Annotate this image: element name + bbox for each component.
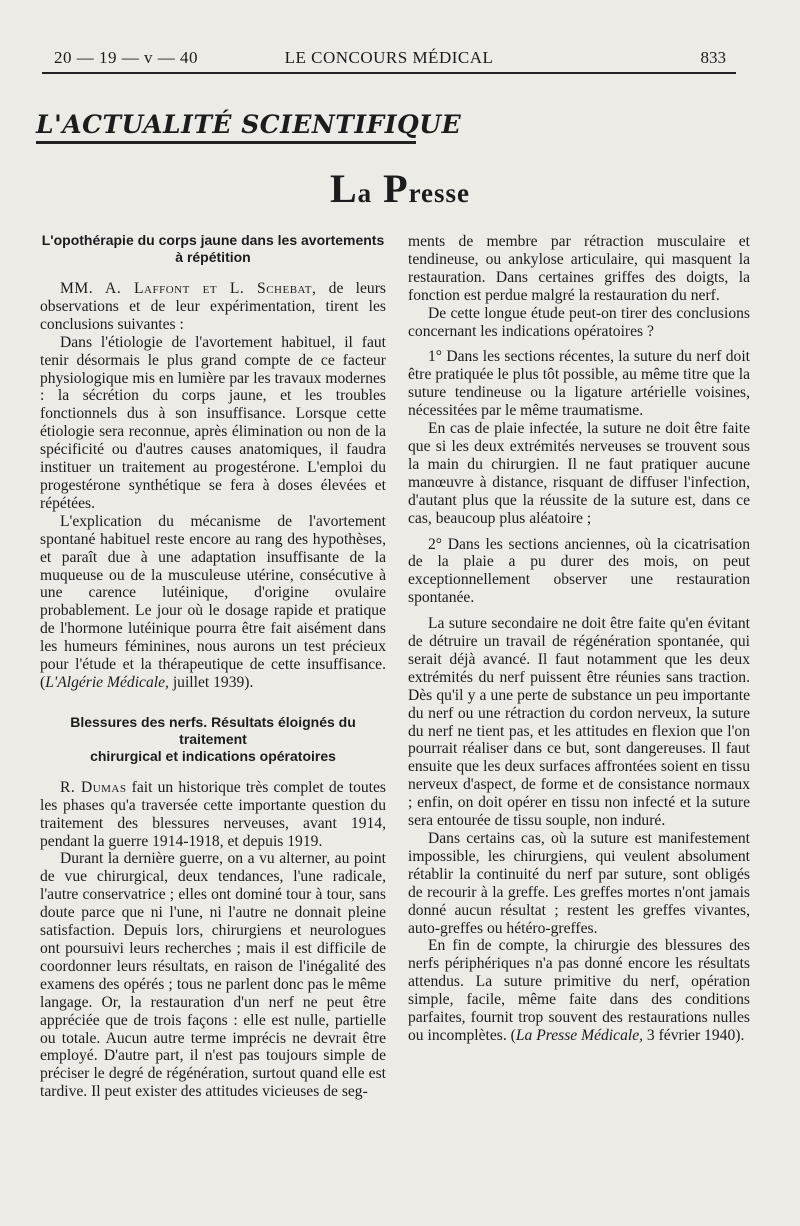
article-1-paragraph-1-text: de leurs observations et de leur expérimentation, tirent les conclusions suivantes : xyxy=(40,280,386,333)
article-2-point-2: 2° Dans les sections anciennes, où la cicatrisation de la plaie a pu durer des mois, on peut exceptionnellement observer une restauration spontanée. xyxy=(408,535,750,607)
press-title xyxy=(0,165,800,212)
running-header xyxy=(42,44,736,70)
article-2-paragraph-1 xyxy=(40,779,386,851)
article-1-paragraph-1 xyxy=(40,280,386,334)
article-1-citation-date: juillet 1939). xyxy=(168,673,254,691)
right-column xyxy=(408,233,750,1045)
article-2-title xyxy=(40,714,386,765)
issue-date: 20 — 19 — v — 40 xyxy=(54,48,198,67)
article-2-point-1: 1° Dans les sections récentes, la suture du nerf doit être pratiquée le plus tôt possible, au même titre que la suture tendineuse ou la ligature artérielle voisines, nécessitées par le même traumatisme. xyxy=(408,348,750,420)
article-1-title xyxy=(40,232,386,266)
article-2-conclusion-text: En fin de compte, la chirurgie des blessures des nerfs périphériques n'a pas donné encore les résultats attendus. La suture primitive du nerf, opération simple, facile, même faite dans des conditions parfaites, fournit trop souvent des restaurations nulles ou incomplètes. ( xyxy=(408,937,750,1044)
press-title-a: a xyxy=(357,178,373,208)
article-1-authors: MM. A. Laffont et L. Schebat, xyxy=(60,280,317,297)
article-1-paragraph-3-text: L'explication du mécanisme de l'avortement spontané habituel reste encore au rang des hypothèses, et paraît due à une adaptation insuffisante de la muqueuse ou de la musculeuse utérine, consécutive à une carence lutéinique, d'origine ovulaire probablement. Le jour où le dosage rapide et pratique de l'hormone lutéinique pourra être fait aisément dans les humeurs féminines, nous aurons un test précieux pour l'étude et la thérapeutique de cette insuffisance. ( xyxy=(40,512,386,691)
header-rule xyxy=(42,72,736,74)
press-title-initial-p: P xyxy=(383,166,409,211)
article-2-author: R. Dumas xyxy=(60,778,127,796)
article-1-paragraph-3 xyxy=(40,513,386,692)
article-2-title-line-1: Blessures des nerfs. Résultats éloignés du traitement xyxy=(70,713,356,747)
journal-name: LE CONCOURS MÉDICAL xyxy=(284,48,494,67)
article-1-title-line-2: à répétition xyxy=(175,249,251,265)
press-title-initial-l: L xyxy=(329,166,358,211)
article-2-title-line-2: chirurgical et indications opératoires xyxy=(90,747,336,764)
article-1-title-line-1: L'opothérapie du corps jaune dans les avortements xyxy=(41,232,385,248)
article-2-conclusion xyxy=(408,937,750,1044)
article-2-continued-paragraph: ments de membre par rétraction musculaire et tendineuse, ou ankylose articulaire, qui masquent la restauration. Dans certaines griffes des doigts, la fonction est perdue malgré la restauration du nerf. xyxy=(408,233,750,304)
article-2-paragraph-1-text: fait un historique très complet de toutes les phases qu'a traversée cette importante question du traitement des blessures nerveuses, avant 1914, pendant la guerre 1914-1918, et depuis 1919. xyxy=(40,778,386,850)
page-number: 833 xyxy=(700,48,726,67)
article-1-citation: L'Algérie Médicale, xyxy=(45,673,169,691)
article-2-question: De cette longue étude peut-on tirer des conclusions concernant les indications opératoires ? xyxy=(408,304,750,340)
article-2-paragraph-2: Durant la dernière guerre, on a vu alterner, au point de vue chirurgical, deux tendances, l'une radicale, l'autre conservatrice ; elles ont dominé tour à tour, sans doute parce que ni l'une, ni l'autre ne donnait pleine satisfaction. Depuis lors, chirurgiens et neurologues ont poursuivi leurs recherches ; mais il est difficile de coordonner leurs résultats, en raison de l'inégalité des examens des opérés ; tous ne parlent donc pas le même langage. Or, la restauration d'un nerf ne peut être appréciée que de trois façons : elle est nulle, partielle ou totale. Aucun autre terme imprécis ne devrait être employé. D'autre part, il n'est pas toujours simple de préciser le degré de régénération, surtout quand elle est tardive. Il peut exister des attitudes vicieuses de seg- xyxy=(40,850,386,1101)
left-column xyxy=(40,232,386,1101)
article-1-paragraph-2: Dans l'étiologie de l'avortement habituel, il faut tenir désormais le plus grand compte de ce facteur physiologique mis en lumière par les travaux modernes : la sécrétion du corps jaune, et les troubles fonctionnels dus à son insuffisance. Lorsque cette étiologie sera reconnue, après élimination ou non de la spécificité ou d'autres causes anatomiques, il faudra instituer un traitement au progestérone. L'emploi du progestérone synthétique se fera à doses élevées et répétées. xyxy=(40,333,386,512)
article-2-infected-wound: En cas de plaie infectée, la suture ne doit être faite que si les deux extrémités nerveuses se trouvent sous la main du chirurgien. Il ne faut pratiquer aucune manœuvre à distance, risquant de diffuser l'infection, d'autant plus que la réussite de la suture est, dans ce cas, beaucoup plus aléatoire ; xyxy=(408,420,750,527)
article-2-citation: La Presse Médicale, xyxy=(515,1026,644,1044)
section-title: L'ACTUALITÉ SCIENTIFIQUE xyxy=(36,110,416,144)
article-2-secondary-suture: La suture secondaire ne doit être faite qu'en évitant de détruire un travail de régénération spontanée, qui serait déjà avancé. Il faut notamment que les deux extrémités du nerf puissent être réunies sans traction. Dès qu'il y a une perte de substance un peu importante du nerf ou une rétraction du cordon nerveux, la suture du nerf ne tient pas, et les attitudes en flexion que l'on pourrait réaliser dans ce but, sont dangereuses. Il faut ensuite que les deux surfaces affrontées soient en tissu nerveux d'aspect, de forme et de consistance normaux ; enfin, on doit opérer en tissu non infecté et la suture sera entourée de tissu souple, non induré. xyxy=(408,615,750,830)
article-2-citation-date: 3 février 1940). xyxy=(643,1026,745,1044)
press-title-rest: resse xyxy=(408,178,471,208)
article-2-grafts: Dans certains cas, où la suture est manifestement impossible, les chirurgiens, qui veulent absolument rétablir la continuité du nerf par suture, sont obligés de recourir à la greffe. Les greffes mortes n'ont jamais donné aucun résultat ; restent les greffes vivantes, auto-greffes ou hétéro-greffes. xyxy=(408,830,750,937)
